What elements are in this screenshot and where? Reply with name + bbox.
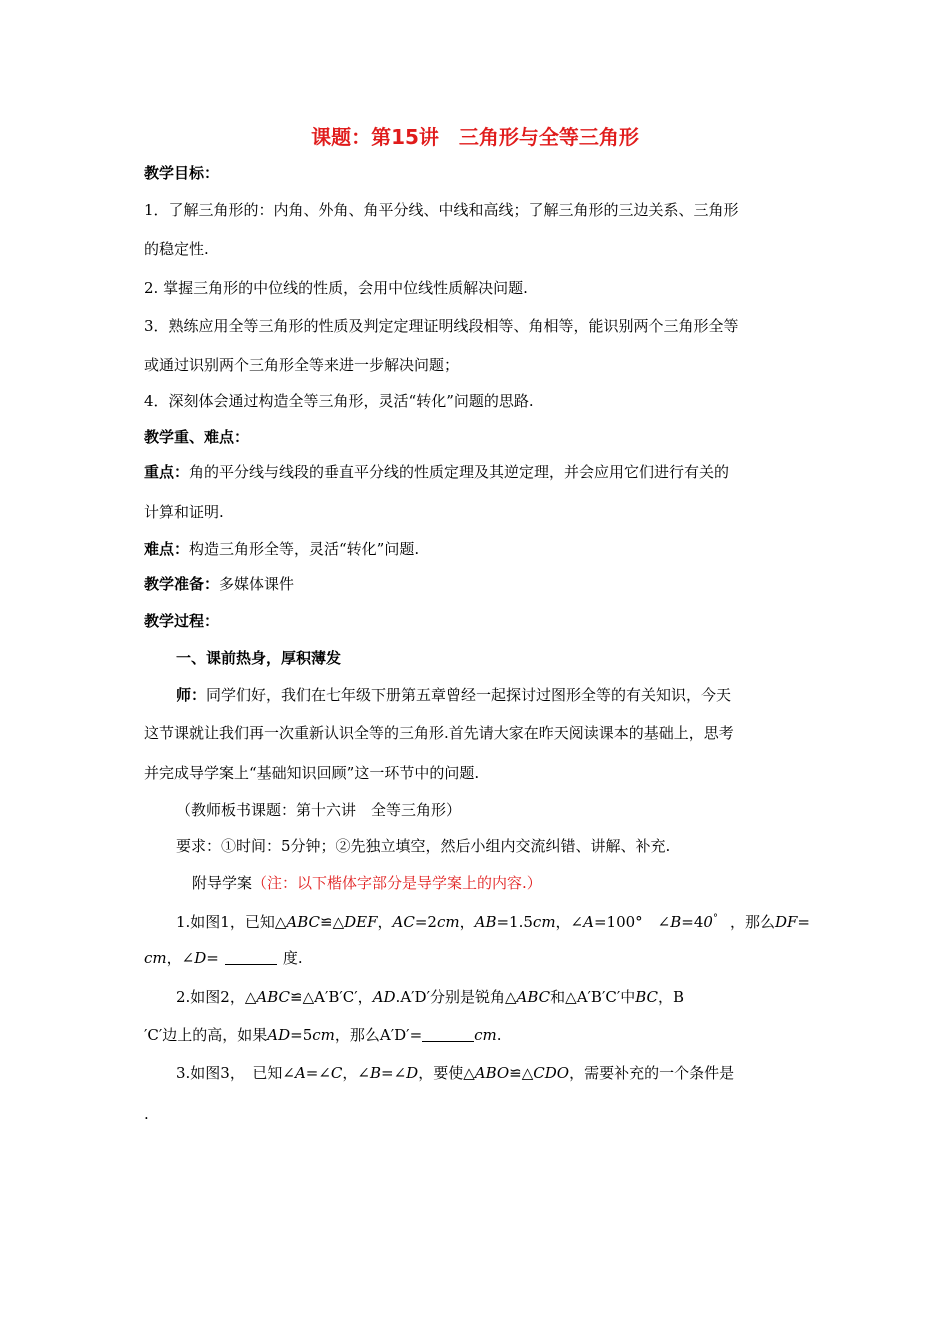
objectives-heading: 教学目标： (144, 164, 220, 182)
q2-text: 2.如图2，△ (176, 988, 257, 1006)
q2-unit: cm (474, 1026, 497, 1044)
q3-var: A (294, 1064, 306, 1082)
q3-var: CDO (533, 1064, 570, 1082)
key-point-line-2: 计算和证明. (144, 503, 224, 521)
q1-var: A (583, 913, 594, 931)
preparation-text: 多媒体课件 (219, 575, 295, 593)
q2-text: =5 (290, 1026, 313, 1044)
q2-var: BC (635, 988, 659, 1006)
q1-var: DF (774, 913, 798, 931)
q2-var: AD (267, 1026, 291, 1044)
q2-text: ，那么A′D′= (334, 1026, 423, 1044)
teacher-line-3: 并完成导学案上“基础知识回顾”这一环节中的问题. (144, 764, 480, 782)
q3-text: ，需要补充的一个条件是 (569, 1064, 735, 1082)
q2-var: AD (372, 988, 396, 1006)
objective-item-4: 4．深刻体会通过构造全等三角形，灵活“转化”问题的思路. (144, 392, 534, 410)
teacher-line-1 (176, 685, 731, 705)
q1-text: ，那么 (729, 913, 775, 931)
objective-item-1-line-2: 的稳定性. (144, 240, 209, 258)
q1-degree: ° (712, 913, 718, 924)
q3-text: ，要使△ (418, 1064, 475, 1082)
q1-var: ABC (286, 913, 321, 931)
objective-item-2: 2. 掌握三角形的中位线的性质，会用中位线性质解决问题. (144, 279, 528, 297)
q2-text: ′C′边上的高，如果 (144, 1026, 268, 1044)
q1-text: ，∠ (555, 913, 584, 931)
q3-text: ≌△ (509, 1064, 534, 1082)
page-title: 课题：第15讲 三角形与全等三角形 (311, 125, 639, 149)
q1-text: ， (459, 913, 475, 931)
difficult-point (144, 539, 419, 559)
attached-guide (192, 873, 542, 893)
q1-text: ， (377, 913, 393, 931)
objective-item-3-line-2: 或通过识别两个三角形全等来进一步解决问题； (144, 356, 460, 374)
teacher-line-2: 这节课就让我们再一次重新认识全等的三角形.首先请大家在昨天阅读课本的基础上，思考 (144, 724, 734, 742)
q1-unit: cm (436, 913, 460, 931)
question-3-line-2: . (144, 1105, 149, 1123)
question-3-line-1 (176, 1063, 734, 1083)
key-point-label: 重点： (144, 463, 190, 481)
q1-text: 1.如图1，已知△ (176, 913, 287, 931)
q1-var: AC (392, 913, 415, 931)
q1-italic-digit: 0 (703, 913, 713, 931)
q2-var: ABC (256, 988, 291, 1006)
q1-text: =2 (414, 913, 437, 931)
preparation (144, 574, 294, 594)
process-heading: 教学过程： (144, 612, 220, 630)
teacher-text-1: 同学们好，我们在七年级下册第五章曾经一起探讨过图形全等的有关知识，今天 (206, 686, 732, 704)
q1-text: = (797, 913, 810, 931)
q3-text: =∠ (381, 1064, 407, 1082)
attached-note: （注：以下楷体字部分是导学案上的内容.） (252, 874, 542, 892)
q1-unit: cm (532, 913, 556, 931)
question-1-line-2 (144, 948, 303, 968)
q3-var: B (369, 1064, 382, 1082)
q1-text: =1.5 (496, 913, 533, 931)
q1-text: = (206, 949, 219, 967)
q1-var: DEF (344, 913, 378, 931)
q1-answer-blank[interactable] (225, 949, 277, 965)
q2-text: .A′D′分别是锐角△ (395, 988, 517, 1006)
teacher-label: 师： (176, 686, 207, 704)
q1-var: B (670, 913, 682, 931)
q3-var: ABO (474, 1064, 510, 1082)
board-note: （教师板书课题：第十六讲 全等三角形） (176, 801, 462, 819)
q2-text: ≌△A′B′C′， (290, 988, 373, 1006)
objective-item-3-line-1: 3．熟练应用全等三角形的性质及判定定理证明线段相等、角相等，能识别两个三角形全等 (144, 317, 739, 335)
preparation-label: 教学准备： (144, 575, 220, 593)
question-2-line-1 (176, 987, 684, 1007)
q1-var: D (194, 949, 207, 967)
q1-text: 度. (282, 949, 303, 967)
q2-var: ABC (516, 988, 551, 1006)
q2-unit: cm (312, 1026, 335, 1044)
objective-item-1-line-1: 1．了解三角形的：内角、外角、角平分线、中线和高线；了解三角形的三边关系、三角形 (144, 201, 739, 219)
q2-text: ，B (658, 988, 685, 1006)
q3-text: 3.如图3， 已知∠ (176, 1064, 295, 1082)
q2-answer-blank[interactable] (422, 1026, 474, 1042)
difficult-point-text: 构造三角形全等，灵活“转化”问题. (189, 540, 420, 558)
q2-text: . (496, 1026, 502, 1044)
key-points-heading: 教学重、难点： (144, 428, 250, 446)
q3-text: =∠ (305, 1064, 331, 1082)
q1-text: ，∠ (166, 949, 195, 967)
q2-text: 和△A′B′C′中 (550, 988, 636, 1006)
requirement: 要求：①时间：5分钟；②先独立填空，然后小组内交流纠错、讲解、补充. (176, 837, 671, 855)
q3-text: ，∠ (342, 1064, 370, 1082)
attached-prefix: 附导学案 (192, 874, 253, 892)
question-1-line-1 (176, 909, 810, 932)
key-point-line-1 (144, 462, 729, 482)
q1-text: =4 (681, 913, 704, 931)
q1-var: AB (474, 913, 497, 931)
question-2-line-2 (144, 1025, 502, 1045)
q3-var: C (330, 1064, 343, 1082)
q1-unit: cm (144, 949, 167, 967)
difficult-point-label: 难点： (144, 540, 190, 558)
q1-text: ≌△ (320, 913, 345, 931)
key-point-text: 角的平分线与线段的垂直平分线的性质定理及其逆定理，并会应用它们进行有关的 (189, 463, 730, 481)
q1-text: =100° ∠ (593, 913, 671, 931)
q3-var: D (406, 1064, 419, 1082)
section-1-heading: 一、课前热身，厚积薄发 (176, 649, 342, 667)
